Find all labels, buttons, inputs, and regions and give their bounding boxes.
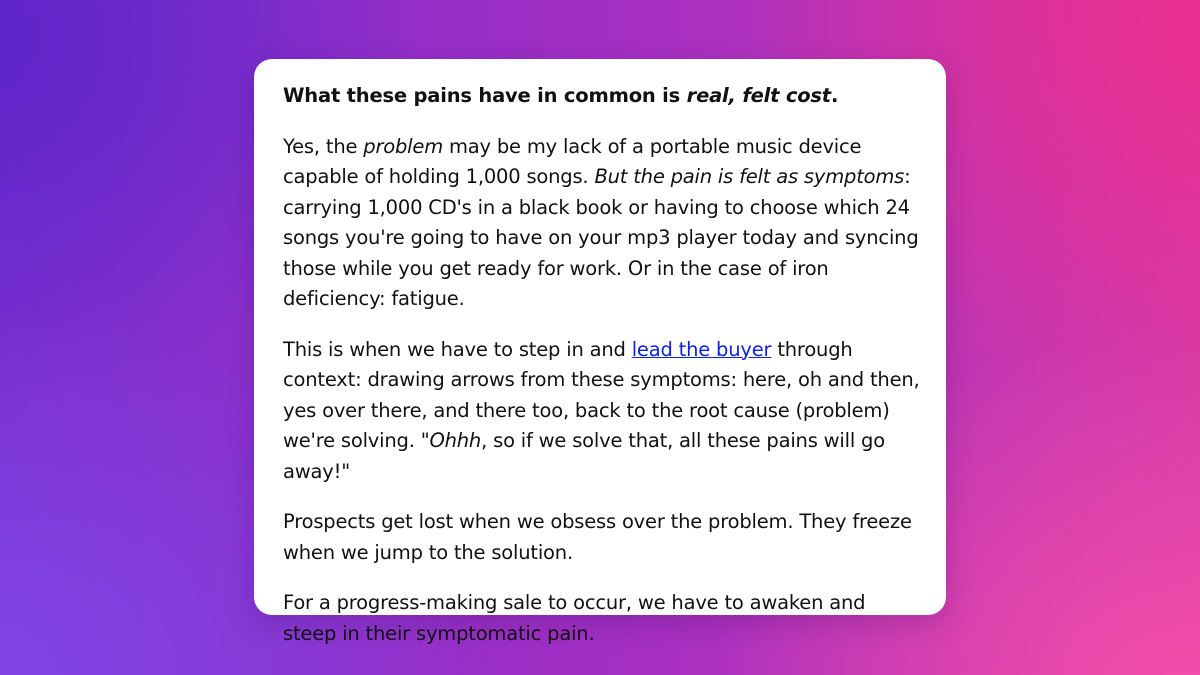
emphasis-problem: problem: [363, 134, 443, 158]
lead-the-buyer-link[interactable]: lead the buyer: [631, 337, 772, 361]
card-heading: [283, 81, 920, 112]
paragraph-lead-buyer: [283, 335, 920, 488]
paragraph-text: , so if we solve that, all these pains will go away!": [283, 429, 885, 483]
emphasis-pain-symptoms: But the pain is felt as symptoms: [594, 165, 905, 188]
paragraph-text: Yes, the: [283, 134, 364, 158]
paragraph-text: through context: drawing arrows from these symptoms: here, oh and then, yes over there, and there too, back to the root cause (problem) we're solving. ": [283, 337, 920, 452]
emphasis-ohhh: Ohhh: [429, 429, 482, 452]
paragraph-text: : carrying 1,000 CD's in a black book or having to choose which 24 songs you're going to have on your mp3 player today and syncing those while you get ready for work. Or in the case of iron deficiency: fatigue.: [283, 165, 919, 310]
paragraph-text: This is when we have to step in and: [283, 337, 632, 361]
heading-emphasis: real, felt cost: [686, 84, 831, 107]
paragraph-problem-vs-pain: [283, 132, 920, 315]
paragraph-progress-sale: For a progress-making sale to occur, we have to awaken and steep in their symptomatic pain.: [283, 591, 866, 645]
heading-text: What these pains have in common is: [283, 84, 687, 107]
paragraph-prospects: Prospects get lost when we obsess over the problem. They freeze when we jump to the solution.: [283, 510, 912, 564]
text-card: [254, 59, 946, 645]
paragraph-text: may be my lack of a portable music device capable of holding 1,000 songs.: [283, 134, 862, 188]
heading-end: .: [830, 84, 839, 107]
